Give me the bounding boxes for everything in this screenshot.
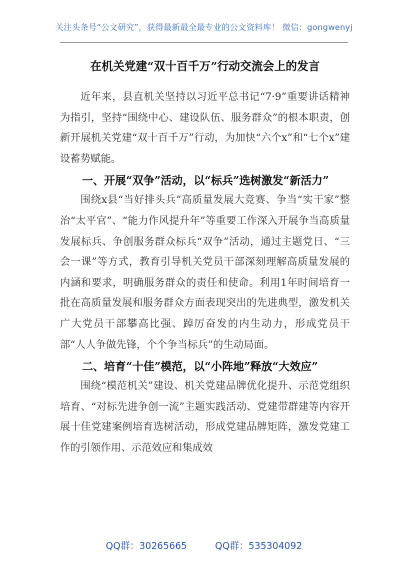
footer: [0, 538, 408, 552]
footer-qq-group-2: QQ群：535304092: [215, 541, 303, 552]
section-1-paragraph: 围绕x县“当好排头兵”高质量发展大竞赛、争当“实干家”整治“太平官”、“能力作风提升年”等重要工作深入开展争当高质量发展标兵、争创服务群众标兵“双争”活动，通过主题党日、“三会一课”等方式，教育引导机关党员干部深刻理解高质量发展的内涵和要求，明确服务群众的责任和使命。利用1年时间培育一批在高质量发展和服务群众方面表现突出的先进典型，激发机关广大党员干部攀高比强、踔厉奋发的内生动力，形成党员干部“人人争做先锋，个个争当标兵”的生动局面。: [60, 195, 350, 351]
document-body: [60, 58, 350, 460]
section-2-paragraph: 围绕“模范机关”建设、机关党建品牌优化提升、示范党组织培育、“对标先进争创一流”主题实践活动、党建带群建等内容开展十佳党建案例培育选树活动，形成党建品牌矩阵，激发党建工作的引领作用、示范效应和集成效: [60, 381, 350, 454]
section-2-heading: 二、培育“十佳”模范，以“小阵地”释放“大效应”: [82, 360, 318, 374]
document-title: 在机关党建“双十百千万”行动交流会上的发言: [90, 59, 320, 73]
header-notice: 关注头条号“公文研究”，获得最新最全最专业的公文资料库！ 微信：gongwenyj: [55, 22, 353, 32]
intro-paragraph: 近年来，县直机关坚持以习近平总书记“7·9”重要讲话精神为指引，坚持“围绕中心、建设队伍、服务群众”的根本职责，创新开展机关党建“双十百千万”行动，为加快“六个x”和“七个x”建设蓄势赋能。: [60, 92, 350, 165]
section-1-heading: 一、开展“双争”活动，以“标兵”选树激发“新活力”: [82, 174, 329, 188]
footer-qq-group-1: QQ群：30265665: [105, 541, 188, 552]
header-divider: [60, 42, 348, 43]
